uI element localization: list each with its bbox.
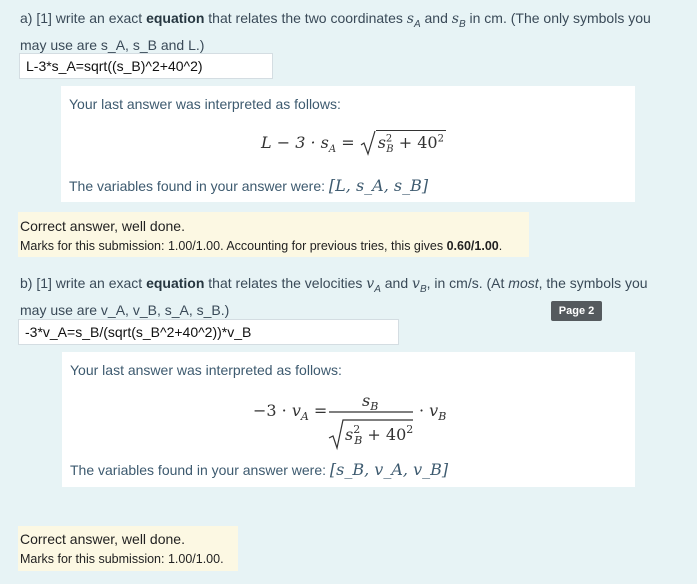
sqrt-sign-icon [360, 130, 376, 156]
feedback-a-line2-prefix: Marks for this submission: 1.00/1.00. Accounting for previous tries, this gives [20, 239, 447, 253]
vars-a-value: [L, s_A, s_B] [328, 176, 429, 195]
var-v-b-sub: B [419, 283, 427, 295]
vars-a-line [69, 176, 428, 195]
formula-a-lhs: L − 3 · s [261, 133, 329, 152]
formula-b-rhs: · $v_B$ [419, 401, 447, 423]
question-b-mid: that relates the velocities [204, 275, 367, 291]
var-v-a: v [366, 276, 375, 292]
formula-b-lhs: $-3 \cdot v_A$ = [253, 401, 328, 423]
interp-b-label: Your last answer was interpreted as follows: [70, 362, 342, 378]
question-b-mid2: , in cm/s. (At [426, 275, 509, 291]
interp-a-label: Your last answer was interpreted as follows: [69, 96, 341, 112]
formula-b [247, 390, 507, 460]
vars-b-label: The variables found in your answer were: [70, 462, 330, 478]
var-s-a-sub: A [413, 18, 421, 30]
feedback-b [18, 526, 238, 571]
formula-a-rad-rest-sup: 2 [437, 133, 444, 145]
var-s-b-sub: B [458, 18, 466, 30]
formula-a [261, 130, 446, 156]
question-b-italic: most [508, 275, 539, 291]
feedback-b-line1: Correct answer, well done. [20, 531, 185, 547]
interpretation-b-box [62, 352, 635, 487]
question-b-bold: equation [146, 275, 205, 291]
question-a-suffix: in cm. (The only symbols you [465, 10, 651, 26]
question-a-prefix: a) [1] write an exact [20, 10, 147, 26]
feedback-a-score: 0.60/1.00 [446, 239, 499, 253]
var-v-a-sub: A [374, 283, 381, 295]
feedback-a-line2-suffix: . [498, 239, 503, 253]
question-b-line2: may use are v_A, v_B, s_A, s_B.) [20, 301, 230, 318]
formula-a-rad-sup: 2 [385, 133, 393, 145]
formula-a-lhs-sub: A [328, 144, 337, 156]
answer-b-input[interactable]: -3*v_A=s_B/(sqrt(s_B^2+40^2))*v_B [18, 319, 399, 345]
question-b-and: and [380, 275, 413, 291]
question-a-bold: equation [146, 10, 205, 26]
question-a-and: and [420, 10, 452, 26]
formula-b-num: $s_B$ [362, 391, 379, 413]
question-a-text [20, 8, 669, 55]
formula-a-rad-s: s [377, 133, 386, 152]
formula-a-rad-rest: + 40 [398, 133, 438, 152]
formula-b-den: $s^2$ $B + 40^2$ [345, 423, 414, 447]
formula-a-rad-sub: B [386, 144, 394, 156]
formula-a-sqrt [360, 130, 446, 156]
page-badge: Page 2 [551, 301, 602, 321]
var-v-b: v [412, 276, 420, 292]
vars-b-line [70, 460, 448, 479]
vars-b-value: [s_B, v_A, v_B] [329, 460, 449, 479]
interpretation-a-box [61, 86, 635, 202]
var-s-a: s [406, 11, 414, 27]
formula-a-eq: = [341, 133, 355, 152]
answer-a-input[interactable]: L-3*s_A=sqrt((s_B)^2+40^2) [19, 53, 273, 79]
question-b-prefix: b) [1] write an exact [20, 275, 147, 291]
feedback-a [18, 212, 529, 257]
feedback-a-line2 [20, 239, 502, 253]
question-b-suffix: , the symbols you [538, 275, 648, 291]
var-s-b: s [451, 11, 459, 27]
feedback-b-line2: Marks for this submission: 1.00/1.00. [20, 552, 224, 566]
question-a-line2: may use are s_A, s_B and L.) [20, 36, 205, 53]
feedback-a-line1: Correct answer, well done. [20, 218, 185, 234]
question-a-mid: that relates the two coordinates [204, 10, 407, 26]
vars-a-label: The variables found in your answer were: [69, 178, 329, 194]
